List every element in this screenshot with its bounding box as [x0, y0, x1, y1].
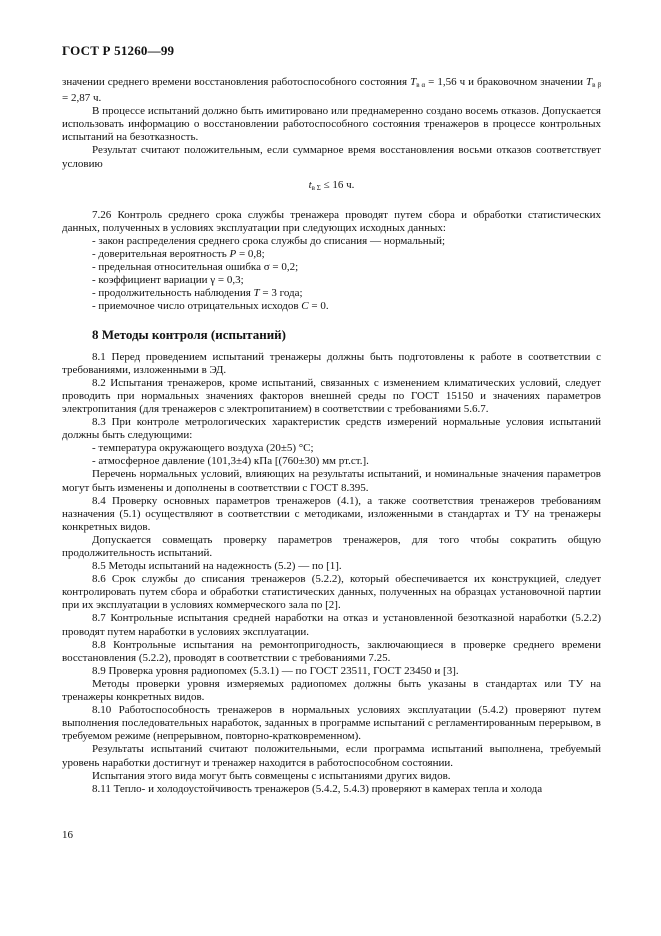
section-8-title: 8 Методы контроля (испытаний): [92, 326, 286, 342]
clause-8-8: 8.8 Контрольные испытания на ремонтопригодность, заключающиеся в проверке среднего времени восстановления (5.2.2), проводят в соответствии с требованиями 7.25.: [62, 638, 601, 664]
clause-8-1: 8.1 Перед проведением испытаний тренажеры должны быть подготовлены к работе в соответствии с требованиями, изложенными в ЭД.: [62, 350, 601, 376]
clause-8-10: 8.10 Работоспособность тренажеров в нормальных условиях эксплуатации (5.4.2) проверяют путем выполнения последовательных наработок, заданных в программе испытаний с регламентированным перерывом, в требуемом режиме (непрерывном, повторно-кратковременном).: [62, 704, 601, 743]
clause-8-11: 8.11 Тепло- и холодоустойчивость тренажеров (5.4.2, 5.4.3) проверяют в камерах тепла и холода: [92, 782, 543, 795]
clause-8-4-note: Допускается совмещать проверку параметров тренажеров, для того чтобы сократить общую продолжительность испытаний.: [62, 533, 601, 559]
list-item: - приемочное число отрицательных исходов C = 0.: [92, 300, 329, 313]
list-item: - закон распределения среднего срока службы до списания — нормальный;: [92, 234, 446, 247]
list-item: - температура окружающего воздуха (20±5) °С;: [92, 442, 314, 455]
clause-8-6: 8.6 Срок службы до списания тренажеров (5.2.2), который обеспечивается их конструкцией, следует контролировать путем сбора и обработки статистических данных, полученных на образцах установочной партии при их эксплуатации в условиях коммерческого зала по [2].: [62, 573, 601, 612]
clause-8-10-note: Испытания этого вида могут быть совмещены с испытаниями других видов.: [92, 769, 451, 782]
clause-8-7: 8.7 Контрольные испытания средней наработки на отказ и установленной безотказной наработки (5.2.2) проводят путем наработки в условиях эксплуатации.: [62, 612, 601, 638]
paragraph-recovery-values: значении среднего времени восстановления работоспособного состояния $T_{в \alpha} = 1,56$ ч и браковочном значении $T_{в \beta} = 2,87$ ч.: [62, 76, 602, 105]
list-item: - коэффициент вариации γ = 0,3;: [92, 274, 244, 287]
list-item: - доверительная вероятность P = 0,8;: [92, 248, 265, 261]
page-content: [62, 76, 601, 796]
clause-8-9-note: Методы проверки уровня измеряемых радиопомех должны быть указаны в стандартах или ТУ на тренажеры конкретных видов.: [62, 677, 601, 704]
clause-8-10-note: Результаты испытаний считают положительными, если программа испытаний выполнена, требуемый уровень наработки достигнут и тренажер находится в работоспособном состоянии.: [62, 743, 601, 769]
clause-8-4: 8.4 Проверку основных параметров тренажеров (4.1), а также соответствия тренажеров требованиям назначения (5.1) осуществляют в соответствии с методиками, изложенными в стандартах и ТУ на тренажеры конкретных видов.: [62, 494, 601, 533]
standard-header: ГОСТ Р 51260—99: [62, 43, 175, 58]
clause-8-5: 8.5 Методы испытаний на надежность (5.2) — по [1].: [92, 560, 342, 573]
paragraph-failures: В процессе испытаний должно быть имитировано или преднамеренно создано восемь отказов. Допускается использовать информацию о восстановлении работоспособного состояния тренажеров в процессе контрольных испытаний на безотказность.: [62, 105, 601, 144]
clause-8-3-note: Перечень нормальных условий, влияющих на результаты испытаний, и номинальные значения параметров могут быть изменены и дополнены в соответствии с ГОСТ 8.395.: [62, 468, 601, 494]
clause-8-2: 8.2 Испытания тренажеров, кроме испытаний, связанных с изменением климатических условий, следует проводить при нормальных значениях факторов внешней среды по ГОСТ 15150 и значениях параметров электропитания (для тренажеров с электропитанием) в соответствии с требованиями 5.6.7.: [62, 376, 601, 415]
page-number: 16: [62, 829, 73, 841]
clause-8-3: 8.3 При контроле метрологических характеристик средств измерений нормальные условия испытаний должны быть следующими:: [62, 416, 601, 442]
clause-7-26: 7.26 Контроль среднего срока службы тренажера проводят путем сбора и обработки статистических данных, полученных в условиях эксплуатации при следующих исходных данных:: [62, 208, 601, 234]
formula-recovery-time: $t_{в \Sigma} \le 16$ ч.: [308, 178, 355, 192]
list-item: - продолжительность наблюдения T = 3 года;: [92, 287, 303, 300]
list-item: - атмосферное давление (101,3±4) кПа [(760±30) мм рт.ст.].: [92, 455, 369, 468]
clause-8-9: 8.9 Проверка уровня радиопомех (5.3.1) — по ГОСТ 23511, ГОСТ 23450 и [3].: [92, 664, 459, 677]
paragraph-result-condition: Результат считают положительным, если суммарное время восстановления восьми отказов соответствует условию: [62, 144, 601, 170]
list-item: - предельная относительная ошибка σ = 0,2;: [92, 261, 299, 274]
